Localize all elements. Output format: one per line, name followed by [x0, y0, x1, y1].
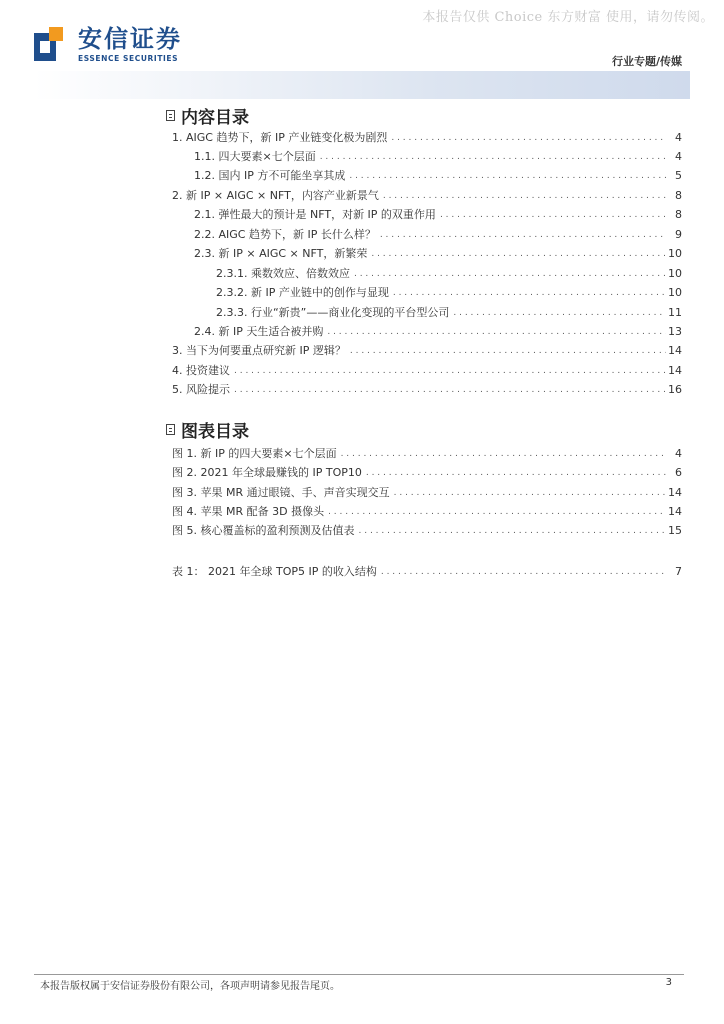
toc-entry[interactable]: 4. 投资建议 . . . 14 — [172, 362, 682, 378]
logo-icon — [34, 27, 68, 63]
toc-entry[interactable]: 2.3.1. 乘数效应、倍数效应 . . . 10 — [216, 265, 682, 281]
toc-title: 内容目录 — [181, 108, 249, 128]
figures-title: 图表目录 — [181, 422, 249, 442]
watermark: 本报告仅供 Choice 东方财富 使用，请勿传阅。 — [422, 10, 714, 25]
list-icon — [166, 424, 175, 435]
toc-entry[interactable]: 2.1. 弹性最大的预计是 NFT，对新 IP 的双重作用 . . . 8 — [194, 206, 682, 222]
figures-heading — [166, 417, 249, 442]
brand-logo — [34, 26, 182, 63]
toc-entry[interactable]: 1.1. 四大要素×七个层面 . . . 4 — [194, 148, 682, 164]
toc-entry[interactable]: 1.2. 国内 IP 方不可能坐享其成 . . . 5 — [194, 167, 682, 183]
toc-entry[interactable]: 1. AIGC 趋势下，新 IP 产业链变化极为剧烈 . . . 4 — [172, 129, 682, 145]
brand-name-cn: 安信证券 — [78, 25, 182, 53]
figure-entry[interactable]: 图 5. 核心覆盖标的盈利预测及估值表 . . . 15 — [172, 522, 682, 538]
brand-name-en: ESSENCE SECURITIES — [78, 54, 179, 63]
toc-entry[interactable]: 5. 风险提示 . . . 16 — [172, 381, 682, 397]
report-category: 行业专题/传媒 — [611, 55, 682, 68]
figure-entry[interactable]: 图 4. 苹果 MR 配备 3D 摄像头 . . . 14 — [172, 503, 682, 519]
figure-entry[interactable]: 图 2. 2021 年全球最赚钱的 IP TOP10 . . . 6 — [172, 464, 682, 480]
footer-disclaimer: 本报告版权属于安信证券股份有限公司，各项声明请参见报告尾页。 — [40, 981, 340, 992]
toc-entry[interactable]: 2.4. 新 IP 天生适合被并购 . . . 13 — [194, 323, 682, 339]
page-number: 3 — [665, 977, 672, 988]
figure-entry[interactable]: 图 1. 新 IP 的四大要素×七个层面 . . . 4 — [172, 445, 682, 461]
toc-heading — [166, 103, 249, 128]
figure-entry[interactable]: 图 3. 苹果 MR 通过眼镜、手、声音实现交互 . . . 14 — [172, 484, 682, 500]
toc-entry[interactable]: 2. 新 IP × AIGC × NFT，内容产业新景气 . . . 8 — [172, 187, 682, 203]
toc-entry[interactable]: 2.3. 新 IP × AIGC × NFT，新繁荣 . . . 10 — [194, 245, 682, 261]
toc-entry[interactable]: 3. 当下为何要重点研究新 IP 逻辑？ . . . 14 — [172, 342, 682, 358]
toc-entry[interactable]: 2.3.3. 行业“新贵”——商业化变现的平台型公司 . . . 11 — [216, 304, 682, 320]
header-band — [34, 71, 690, 99]
toc-entry[interactable]: 2.3.2. 新 IP 产业链中的创作与显现 . . . 10 — [216, 284, 682, 300]
table-entry[interactable]: 表 1： 2021 年全球 TOP5 IP 的收入结构 . . . 7 — [172, 563, 682, 579]
footer-divider — [34, 974, 684, 975]
toc-entry[interactable]: 2.2. AIGC 趋势下，新 IP 长什么样？ . . . 9 — [194, 226, 682, 242]
list-icon — [166, 110, 175, 121]
